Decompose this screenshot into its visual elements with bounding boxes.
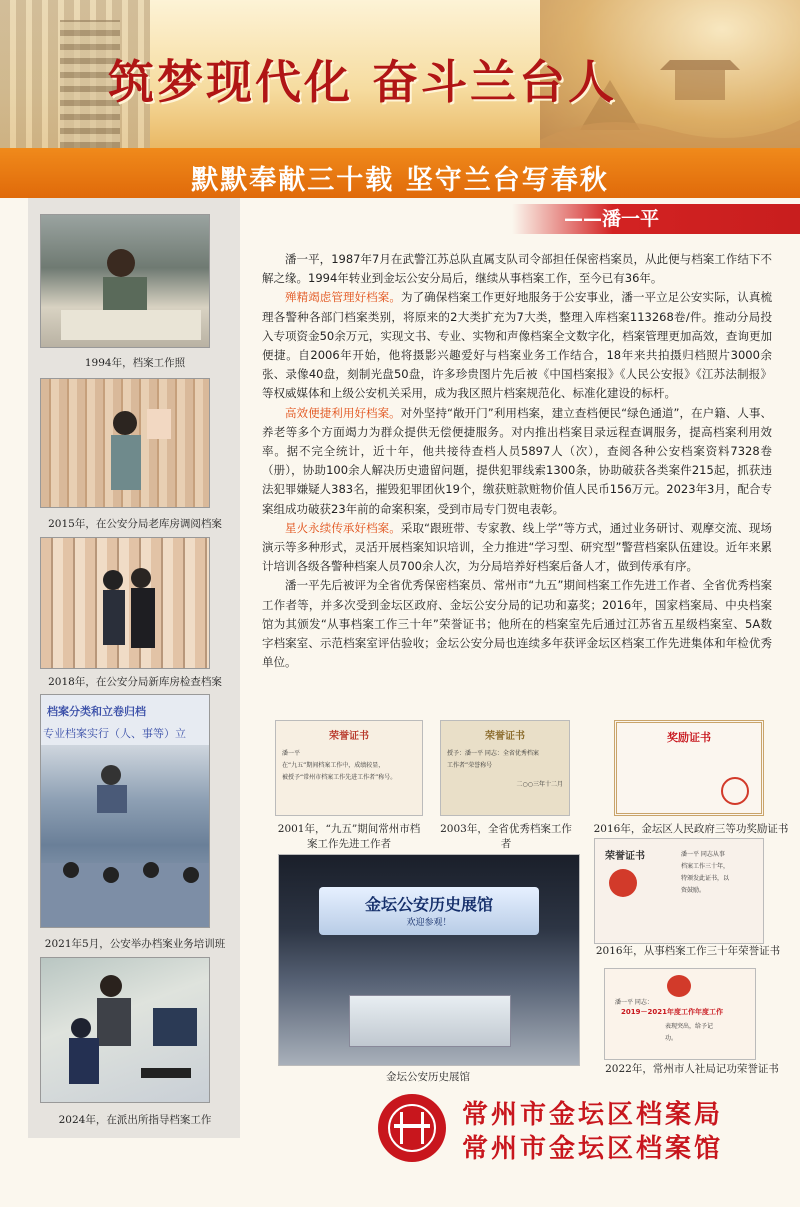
photo-1994-figure	[41, 215, 209, 347]
cert-line: 潘一平	[282, 750, 301, 757]
museum-sign-sub: 欢迎参观！	[406, 918, 452, 928]
logo-glyph	[400, 1112, 424, 1144]
article-paragraph	[262, 519, 772, 577]
section-text: 采取“跟班带、专家教、线上学”等方式，通过业务研讨、观摩交流、现场演示等多种形式，灵活开展档案知识培训，全力推进“学习型、研究型”警营档案队伍建设。近年来累计培训各级各警种档案人员700余人次，为分局培养好档案后备人才，做到传承有序。	[262, 520, 772, 574]
cert-title: 荣誉证书	[605, 851, 645, 862]
museum-photo	[278, 854, 580, 1066]
photo-caption: 1994年，档案工作照	[84, 357, 186, 369]
cert-line: 在“九五”期间档案工作中，成绩较显，	[282, 762, 385, 769]
cert-line: 功。	[665, 1035, 678, 1042]
cert-line: 特颁发此证书，以	[681, 875, 730, 882]
article-paragraph	[262, 288, 772, 403]
cert-date: 二○○三年十二月	[516, 781, 563, 788]
training-attendees	[41, 745, 209, 927]
certificate-2016-thirty-years	[594, 838, 764, 944]
cert-title: 荣誉证书	[485, 731, 525, 742]
subtitle-band	[0, 148, 800, 198]
museum-caption: 金坛公安历史展馆	[386, 1071, 470, 1083]
photo-2024-figures	[41, 958, 209, 1102]
cert-emblem-icon	[667, 975, 691, 997]
cert-caption: 2003年，全省优秀档案工作者	[440, 823, 572, 850]
certificate-2001	[275, 720, 423, 816]
certificate-2003	[440, 720, 570, 816]
photo-2024-guidance	[40, 957, 210, 1103]
exhibit-model	[349, 995, 511, 1047]
section-text: 为了确保档案工作更好地服务于公安事业，潘一平立足公安实际，认真梳理各警种各部门档案类别，将原来的2大类扩充为7大类，整理入库档案113268卷/件。推动分局投入专项资金50余万元，实现文书、专业、实物和声像档案全文数字化，档案管理更加高效，查询更加便捷。自2006年开始，他将摄影兴趣爱好与档案业务工作结合，18年来共拍摄归档照片3000余张、录像40盘，刻制光盘50盘，许多珍贵图片先后被《中国档案报》《人民公安报》《江苏法制报》等权威媒体和上级公安机关采用，成为我区照片档案规范化、标准化建设的标杆。	[262, 290, 773, 401]
photo-caption: 2015年，在公安分局老库房调阅档案	[48, 518, 222, 530]
section-text: 对外坚持“敞开门”利用档案，建立查档便民“绿色通道”，在户籍、人事、养老等多个方面竭力为群众提供无偿便捷服务。对内推出档案目录远程查调服务，提高档案利用效率。据不完全统计，近十年，他共接待查档人员5897人（次），查阅各种公安档案资料7328卷（册），协助100余人解决历史遗留问题，提供犯罪线索1300条，协助破获各类案件215起，抓获违法犯罪嫌疑人383名，摧毁犯罪团伙19个，缴获赃款赃物价值人民币156万元。2023年3月，配合专案组成功破获23年前的命案积案，受到市局专门贺电表彰。	[262, 405, 773, 516]
photo-2018-figures	[41, 538, 209, 668]
main-title: 筑梦现代化 奋斗兰台人	[108, 55, 618, 109]
cert-caption: 2016年，从事档案工作三十年荣誉证书	[595, 945, 781, 957]
cert-line: 档案工作三十年，	[681, 863, 730, 870]
cert-line: 潘一平 同志从事	[681, 851, 725, 858]
cert-title: 荣誉证书	[329, 731, 369, 742]
cert-title: 奖励证书	[667, 731, 711, 744]
photo-caption: 2018年，在公安分局新库房检查档案	[48, 676, 222, 688]
section-heading: 殚精竭虑管理好档案。	[285, 290, 401, 305]
article-paragraph: 潘一平，1987年7月在武警江苏总队直属支队司令部担任保密档案员，从此便与档案工作结下不解之缘。1994年转业到金坛公安分局后，继续从事档案工作，至今已有36年。	[262, 252, 772, 286]
cert-caption: 2016年，金坛区人民政府三等功奖励证书	[593, 823, 789, 835]
org-name-archive: 常州市金坛区档案馆	[462, 1134, 724, 1164]
photo-caption: 2021年5月，公安举办档案业务培训班	[44, 938, 226, 950]
header-banner	[0, 0, 800, 148]
cert-banner: 2019－2021年度工作年度工作	[621, 1008, 723, 1016]
certificate-2016-award	[614, 720, 764, 816]
cert-line: 被授予“常州市档案工作先进工作者”称号。	[282, 774, 397, 781]
photo-caption: 2024年，在派出所指导档案工作	[58, 1114, 212, 1126]
photo-2015-figure	[41, 379, 209, 507]
museum-sign-title: 金坛公安历史展馆	[364, 895, 493, 914]
cert-line: 资鼓励。	[681, 887, 706, 894]
slide-text-1: 档案分类和立卷归档	[47, 705, 146, 718]
cert-line: 表现突出，给予记	[665, 1023, 714, 1030]
author-ribbon: ——潘一平	[512, 204, 800, 234]
cert-line: 工作者”荣誉称号	[447, 762, 493, 769]
article-paragraph	[262, 404, 772, 519]
china-archives-logo-icon	[378, 1094, 446, 1162]
cert-caption: 2022年，常州市人社局记功荣誉证书	[605, 1063, 779, 1075]
cert-line: 潘一平 同志：	[615, 999, 653, 1006]
section-heading: 高效便捷利用好档案。	[285, 405, 401, 420]
photo-1994-work	[40, 214, 210, 348]
training-hall-image	[41, 745, 209, 927]
section-heading: 星火永续传承好档案。	[285, 520, 401, 535]
cert-seal-icon	[721, 777, 749, 805]
article-paragraph: 潘一平先后被评为全省优秀保密档案员、常州市“九五”期间档案工作先进工作者、全省优秀档案工作者等，并多次受到金坛区政府、金坛公安分局的记功和嘉奖；2016年，国家档案局、中央档案馆为其颁发“从事档案工作三十年”荣誉证书；他所在的档案室先后通过江苏省五星级档案室、5A数字档案室、示范档案室评估验收；金坛公安分局也连续多年获评金坛区档案工作先进集体和年检优秀单位。	[262, 578, 772, 670]
slide-text-2: 专业档案实行（人、事等）立	[43, 727, 186, 740]
photo-2021-training	[40, 694, 210, 928]
logo-bar	[394, 1124, 430, 1128]
photo-2018-new-archive	[40, 537, 210, 669]
cert-caption: 2001年，“九五”期间常州市档案工作先进工作者	[277, 823, 421, 850]
certificate-2022	[604, 968, 756, 1060]
photo-2015-old-archive	[40, 378, 210, 508]
subtitle: 默默奉献三十载 坚守兰台写春秋	[191, 165, 609, 196]
museum-sign	[319, 887, 539, 935]
cert-emblem-icon	[609, 869, 637, 897]
article-body	[262, 250, 772, 672]
cert-line: 授予：潘一平 同志：全省优秀档案	[447, 750, 539, 757]
org-name-bureau: 常州市金坛区档案局	[462, 1100, 724, 1130]
